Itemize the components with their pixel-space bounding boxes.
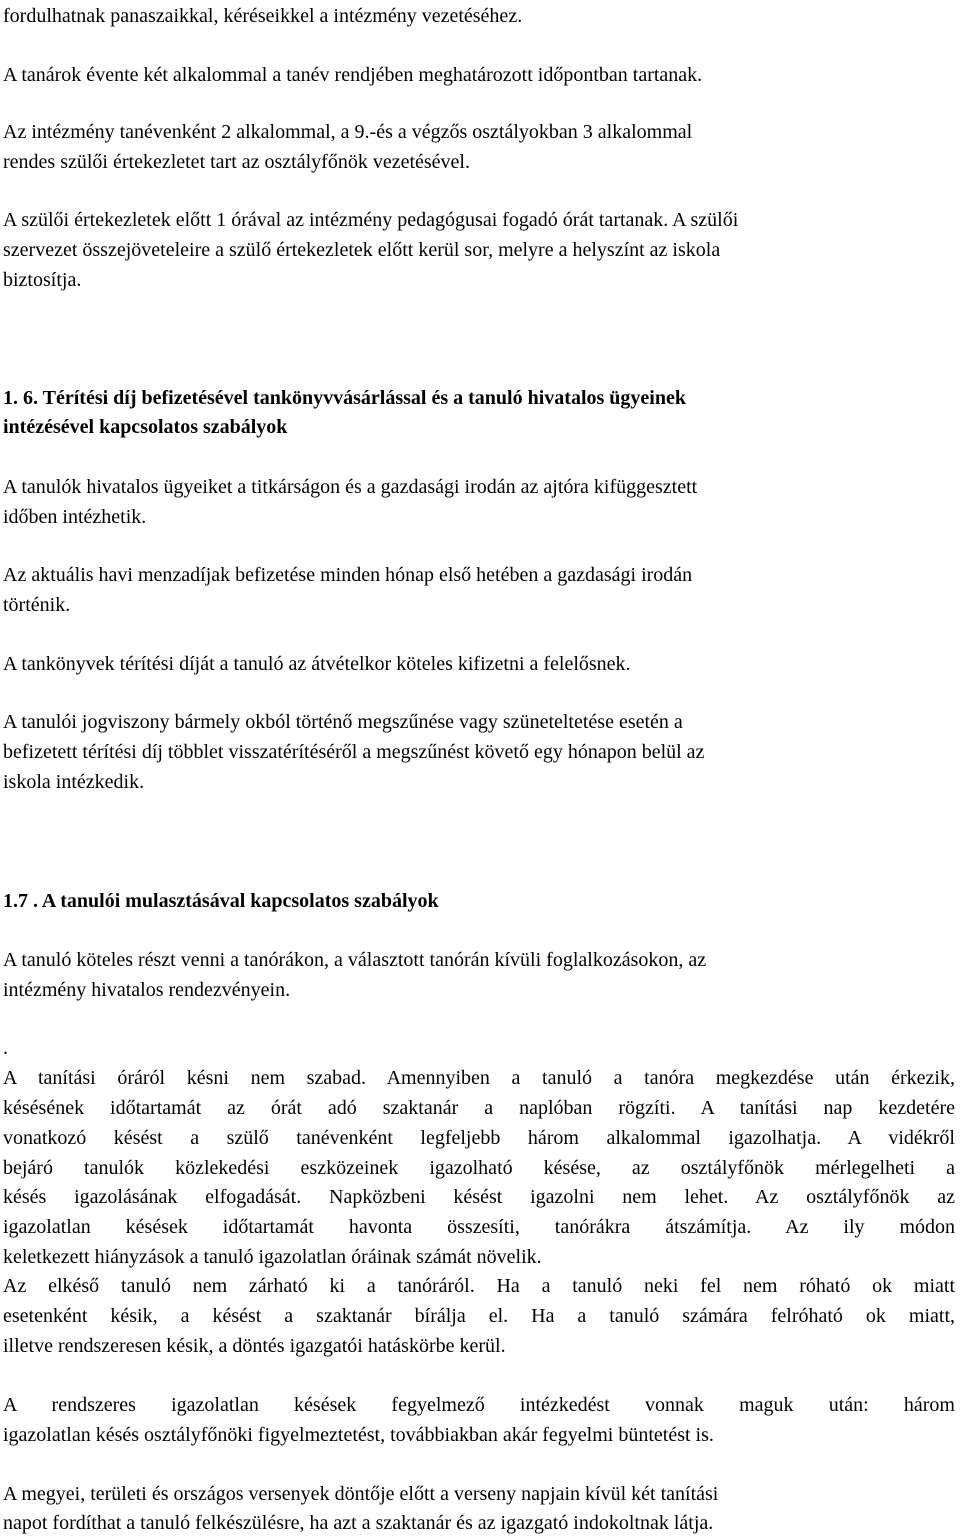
text-line: A tanulói jogviszony bármely okból történő megszűnése vagy szüneteltetése esetén a xyxy=(3,711,683,733)
text-line: szervezet összejöveteleire a szülő értekezletek előtt kerül sor, melyre a helyszínt az iskola xyxy=(3,239,721,261)
text-line: A tanulók hivatalos ügyeiket a titkárságon és a gazdasági irodán az ajtóra kifüggesztett xyxy=(3,476,698,498)
text-line: A szülői értekezletek előtt 1 órával az intézmény pedagógusai fogadó órát tartanak. A szülői xyxy=(3,209,739,231)
text-line: napot fordíthat a tanuló felkészülésre, ha azt a szaktanár és az igazgató indokoltnak látja. xyxy=(3,1512,714,1534)
text-line: történik. xyxy=(3,594,71,616)
text-line: esetenként késik, a késést a szaktanár bírálja el. Ha a tanuló számára felróható ok miatt, xyxy=(3,1305,955,1327)
text-line: bejáró tanulók közlekedési eszközeinek igazolható késése, az osztályfőnök mérlegelheti a xyxy=(3,1157,955,1179)
text-line: Az aktuális havi menzadíjak befizetése minden hónap első hetében a gazdasági irodán xyxy=(3,564,693,586)
text-line: biztosítja. xyxy=(3,269,82,291)
text-line: A megyei, területi és országos versenyek döntője előtt a verseny napjain kívül két tanítási xyxy=(3,1483,719,1505)
text-line: befizetett térítési díj többlet visszatérítéséről a megszűnést követő egy hónapon belül az xyxy=(3,741,705,763)
text-line: A tanítási óráról késni nem szabad. Amennyiben a tanuló a tanóra megkezdése után érkezik, xyxy=(3,1067,955,1089)
text-line: illetve rendszeresen késik, a döntés igazgatói hatáskörbe kerül. xyxy=(3,1335,506,1357)
text-line: keletkezett hiányzások a tanuló igazolatlan óráinak számát növelik. xyxy=(3,1246,542,1268)
text-line: igazolatlan késés osztályfőnöki figyelmeztetést, továbbiakban akár fegyelmi büntetést is. xyxy=(3,1424,714,1446)
text-line: Az elkéső tanuló nem zárható ki a tanóráról. Ha a tanuló neki fel nem róható ok miatt xyxy=(3,1275,955,1297)
text-line: intézmény hivatalos rendezvényein. xyxy=(3,979,291,1001)
text-line: A rendszeres igazolatlan késések fegyelmező intézkedést vonnak maguk után: három xyxy=(3,1394,955,1416)
text-line: iskola intézkedik. xyxy=(3,771,145,793)
text-line: A tanuló köteles részt venni a tanórákon, a választott tanórán kívüli foglalkozásokon, az xyxy=(3,949,707,971)
text-line: fordulhatnak panaszaikkal, kéréseikkel a intézmény vezetéséhez. xyxy=(3,5,523,27)
text-line: A tanárok évente két alkalommal a tanév rendjében meghatározott időpontban tartanak. xyxy=(3,64,703,86)
text-line: igazolatlan késések időtartamát havonta összesíti, tanórákra átszámítja. Az ily módon xyxy=(3,1216,955,1238)
text-line: rendes szülői értekezletet tart az osztályfőnök vezetésével. xyxy=(3,151,470,173)
text-line: időben intézhetik. xyxy=(3,506,147,528)
section-heading-1-6-cont: intézésével kapcsolatos szabályok xyxy=(3,416,288,438)
section-heading-1-7: 1.7 . A tanulói mulasztásával kapcsolatos szabályok xyxy=(3,890,439,912)
text-line: A tankönyvek térítési díját a tanuló az átvételkor köteles kifizetni a felelősnek. xyxy=(3,653,631,675)
text-line: . xyxy=(3,1037,8,1059)
section-heading-1-6: 1. 6. Térítési díj befizetésével tankönyvvásárlással és a tanuló hivatalos ügyeinek xyxy=(3,387,686,409)
text-line: késésének időtartamát az órát adó szaktanár a naplóban rögzíti. A tanítási nap kezdetére xyxy=(3,1097,955,1119)
text-line: Az intézmény tanévenként 2 alkalommal, a 9.-és a végzős osztályokban 3 alkalommal xyxy=(3,121,693,143)
text-line: késés igazolásának elfogadását. Napközbeni késést igazolni nem lehet. Az osztályfőnök az xyxy=(3,1186,955,1208)
text-line: vonatkozó késést a szülő tanévenként legfeljebb három alkalommal igazolhatja. A vidékről xyxy=(3,1127,955,1149)
